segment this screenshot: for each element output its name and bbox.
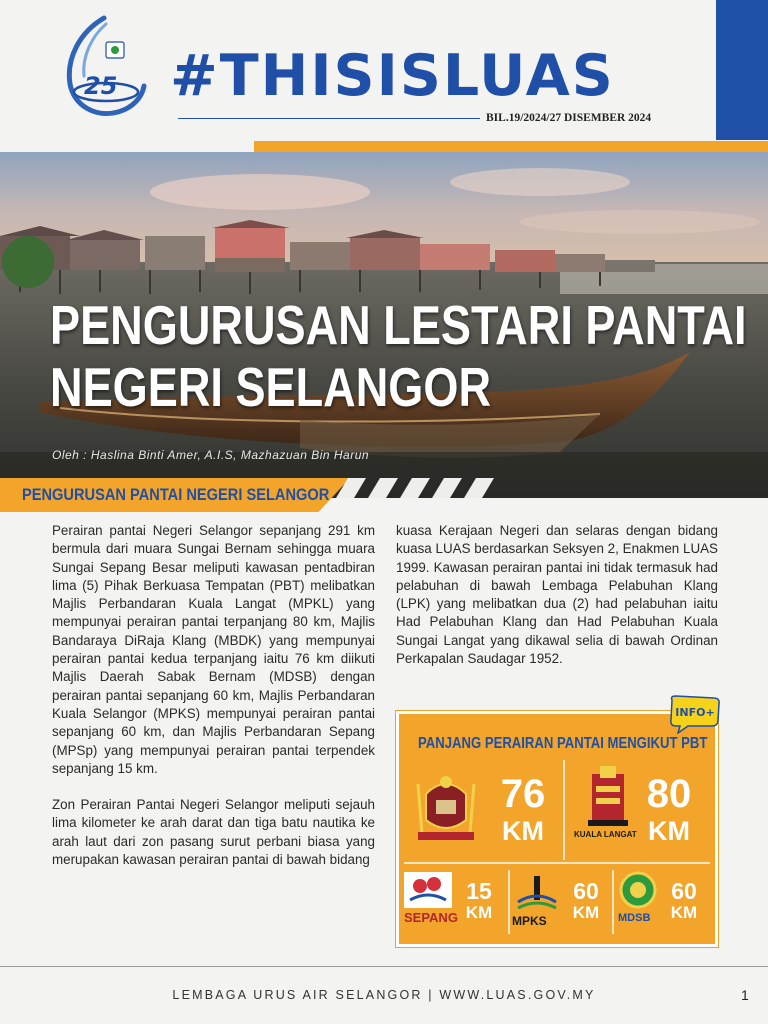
page-number: 1 — [741, 987, 749, 1003]
masthead-title: #THISISLUAS — [170, 43, 615, 109]
stat-mbdk: 76 KM — [500, 772, 546, 846]
svg-text:INFO+: INFO+ — [675, 706, 715, 719]
mbdk-crest-icon — [410, 764, 482, 846]
stat-mpsp: 15 KM — [465, 878, 493, 922]
infographic-divider — [508, 870, 510, 934]
luas-25-anniversary-logo — [62, 14, 148, 124]
stat-mpkl: 80 KM — [646, 772, 692, 846]
mpsp-logo-icon — [404, 872, 452, 908]
mpkl-label: KUALA LANGAT — [574, 830, 637, 839]
mpks-label: MPKS — [512, 914, 547, 928]
infographic-divider — [404, 862, 710, 864]
footer-rule — [0, 966, 768, 967]
infographic-divider — [612, 870, 614, 934]
info-plus-badge — [666, 694, 722, 734]
stat-mpks: 60 KM — [572, 878, 600, 922]
article-byline: Oleh : Haslina Binti Amer, A.I.S, Mazhazuan Bin Harun — [52, 448, 370, 462]
infographic-divider — [563, 760, 565, 860]
paragraph: kuasa Kerajaan Negeri dan selaras dengan bidang kuasa LUAS berdasarkan Seksyen 2, Enakmen LUAS 1999. Kawasan perairan pantai ini tidak termasuk had pelabuhan di bawah Lembaga Pelabuhan Klang (LPK) yang melibatkan dua (2) had pelabuhan iaitu Had Pelabuhan Klang dan Had Pelabuhan Kuala Sungai Langat yang dikawal selia di bawah Ordinan Perkapalan Saudagar 1952. — [396, 523, 718, 667]
svg-text:25: 25 — [84, 72, 118, 100]
infographic-heading: PANJANG PERAIRAN PANTAI MENGIKUT PBT — [418, 735, 708, 752]
paragraph: Perairan pantai Negeri Selangor sepanjang 291 km bermula dari muara Sungai Bernam sehingga muara Sungai Sepang Besar meliputi kawasan pentadbiran lima (5) Pihak Berkuasa Tempatan (PBT) melibatkan Majlis Perbandaran Kuala Langat (MPKL) yang mempunyai perairan pantai terpanjang 80 km, Majlis Bandaraya DiRaja Klang (MBDK) yang mempunyai perairan pantai kedua terpanjang iaitu 76 km diikuti Majlis Daerah Sabak Bernam (MDSB) dengan perairan pantai sepanjang 60 km, Majlis Perbandaran Kuala Selangor (MPKS) mempunyai perairan pantai sepanjang 60 km, dan Majlis Perbandaran Sepang (MPSp) yang mempunyai perairan pantai terpendek sepanjang 15 km. — [52, 523, 375, 776]
hero-image — [0, 152, 768, 498]
decorative-stripes — [330, 478, 510, 498]
masthead-blue-bar — [716, 0, 768, 140]
mdsb-label: MDSB — [618, 912, 651, 924]
mpkl-crest-icon — [578, 764, 638, 828]
mdsb-logo-icon — [618, 870, 658, 912]
article-column-right — [396, 522, 718, 668]
article-column-left — [52, 522, 375, 869]
masthead-rule — [178, 118, 480, 119]
mpsp-label: SEPANG — [404, 910, 458, 925]
footer-text: LEMBAGA URUS AIR SELANGOR | WWW.LUAS.GOV.MY — [172, 988, 596, 1002]
mpks-logo-icon — [514, 872, 560, 912]
hero-title: PENGURUSAN LESTARI PANTAI NEGERI SELANGOR — [50, 294, 747, 418]
section-title: PENGURUSAN PANTAI NEGERI SELANGOR — [22, 485, 330, 504]
paragraph: Zon Perairan Pantai Negeri Selangor meliputi sejauh lima kilometer ke arah darat dan tiga batu nautika ke arah laut dari zon pasang surut perbani biasa yang merupakan kawasan perairan pantai di bawah bidang — [52, 797, 375, 868]
stat-mdsb: 60 KM — [670, 878, 698, 922]
issue-number: BIL.19/2024/27 DISEMBER 2024 — [486, 112, 652, 124]
